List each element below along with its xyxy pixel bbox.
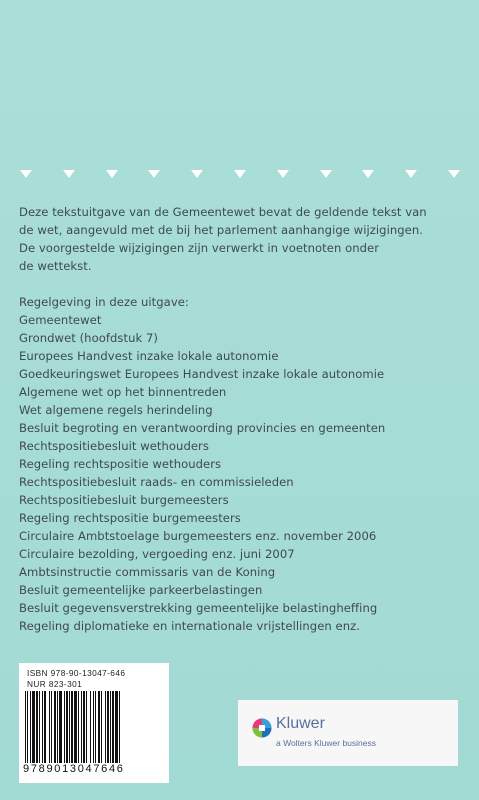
list-item: Algemene wet op het binnentreden (19, 385, 227, 399)
barcode-bar (90, 691, 91, 763)
triangle-down-icon (405, 170, 417, 178)
barcode-bar (98, 691, 100, 763)
intro-line: De voorgestelde wijzigingen zijn verwerkt in voetnoten onder (19, 241, 380, 255)
barcode-bar (69, 691, 70, 763)
publisher-panel (238, 700, 458, 766)
barcode-bar (54, 691, 56, 763)
barcode-bar (74, 691, 77, 763)
intro-line: Deze tekstuitgave van de Gemeentewet bevat de geldende tekst van (19, 205, 427, 219)
barcode-bar (71, 691, 73, 763)
barcode-bar (30, 691, 31, 763)
barcode-bar (64, 691, 65, 763)
isbn-block (27, 668, 125, 690)
barcode-bar (66, 691, 68, 763)
list-item: Rechtspositiebesluit burgemeesters (19, 493, 229, 507)
barcode-bar (115, 691, 118, 763)
barcode-bar (110, 691, 111, 763)
isbn-number: ISBN 978-90-13047-646 (27, 668, 126, 678)
barcode-bar (112, 691, 114, 763)
intro-line: de wet, aangevuld met de bij het parlement aanhangige wijzigingen. (19, 223, 423, 237)
barcode-bar (119, 691, 120, 763)
list-item: Wet algemene regels herindeling (19, 403, 213, 417)
barcode-bar (51, 691, 52, 763)
triangle-down-icon (148, 170, 160, 178)
barcode-bar (25, 691, 26, 763)
list-item: Rechtspositiebesluit raads- en commissieleden (19, 475, 294, 489)
list-item: Regeling rechtspositie wethouders (19, 457, 222, 471)
barcode-bar (44, 691, 46, 763)
blurb (19, 203, 469, 635)
list-item: Regeling diplomatieke en internationale vrijstellingen enz. (19, 619, 360, 633)
publisher-tagline: a Wolters Kluwer business (276, 738, 376, 748)
barcode-bar (32, 691, 35, 763)
list-item: Besluit gemeentelijke parkeerbelastingen (19, 583, 263, 597)
barcode-bar (27, 691, 28, 763)
triangle-down-icon (20, 170, 32, 178)
triangle-down-icon (362, 170, 374, 178)
list-item: Europees Handvest inzake lokale autonomie (19, 349, 279, 363)
barcode-bar (39, 691, 40, 763)
list-item: Goedkeuringswet Europees Handvest inzake lokale autonomie (19, 367, 385, 381)
triangle-down-icon (234, 170, 246, 178)
kluwer-logo-icon (252, 718, 272, 738)
barcode-bar (107, 691, 109, 763)
publisher-name: Kluwer (276, 715, 325, 732)
barcode-digits: 9789013047646 (23, 763, 125, 775)
list-item: Grondwet (hoofdstuk 7) (19, 331, 158, 345)
nur-code: NUR 823-301 (27, 679, 83, 689)
triangle-down-icon (191, 170, 203, 178)
barcode-bar (101, 691, 102, 763)
triangle-down-icon (106, 170, 118, 178)
barcode-bar (86, 691, 87, 763)
barcode-bar (78, 691, 79, 763)
triangle-down-icon (448, 170, 460, 178)
barcode-bar (95, 691, 96, 763)
barcode-bar (93, 691, 94, 763)
barcode-bar (81, 691, 82, 763)
triangle-down-icon (320, 170, 332, 178)
triangle-row (20, 170, 460, 178)
list-item: Circulaire Ambtstoelage burgemeesters enz. november 2006 (19, 529, 377, 543)
intro-line: de wettekst. (19, 259, 92, 273)
triangle-down-icon (63, 170, 75, 178)
barcode-bar (59, 691, 62, 763)
list-item: Regeling rechtspositie burgemeesters (19, 511, 241, 525)
intro-paragraph (19, 203, 469, 275)
regulations-heading: Regelgeving in deze uitgave: (19, 295, 189, 309)
list-item: Besluit gegevensverstrekking gemeentelijke belastingheffing (19, 601, 378, 615)
barcode-icon (25, 691, 163, 763)
barcode-bar (105, 691, 106, 763)
list-item: Ambtsinstructie commissaris van de Koning (19, 565, 276, 579)
list-item: Gemeentewet (19, 313, 102, 327)
barcode-bar (83, 691, 85, 763)
list-item: Rechtspositiebesluit wethouders (19, 439, 209, 453)
triangle-down-icon (277, 170, 289, 178)
barcode-bar (42, 691, 43, 763)
barcode-bar (36, 691, 38, 763)
list-item: Circulaire bezolding, vergoeding enz. juni 2007 (19, 547, 295, 561)
barcode-bar (57, 691, 58, 763)
regulations-list (19, 311, 469, 635)
barcode-bar (49, 691, 50, 763)
barcode-panel (19, 663, 169, 783)
list-item: Besluit begroting en verantwoording provincies en gemeenten (19, 421, 386, 435)
